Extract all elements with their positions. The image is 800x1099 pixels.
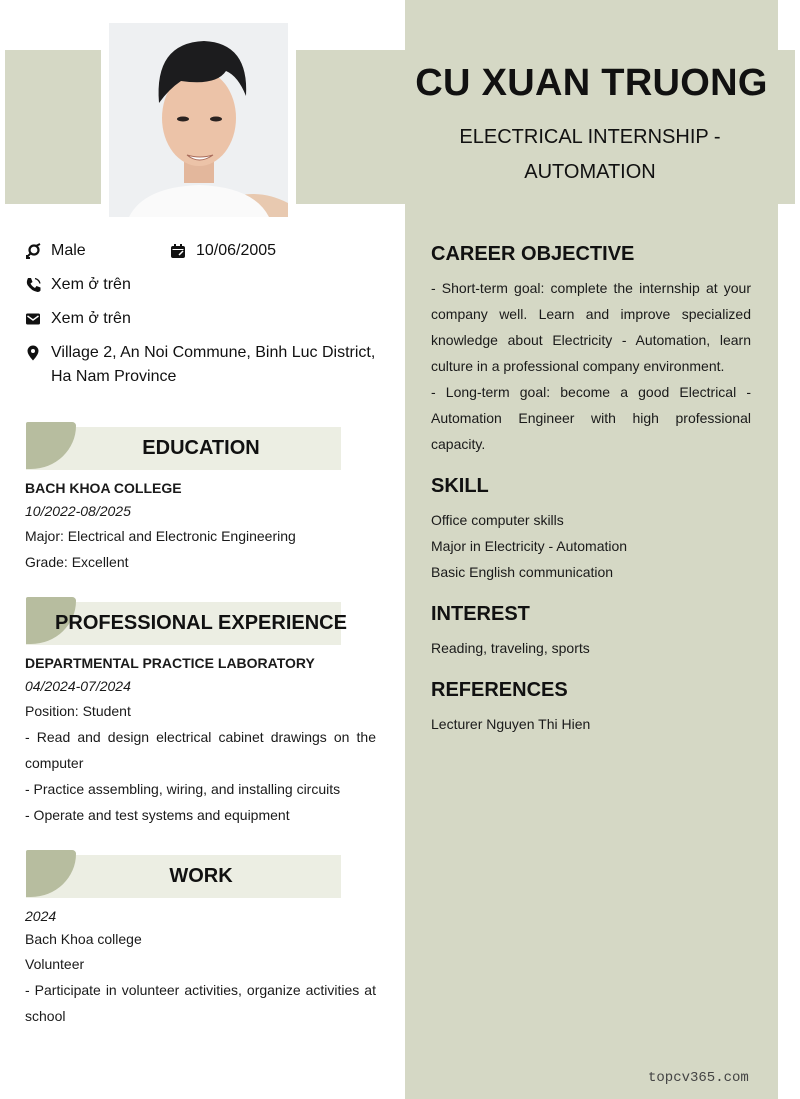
envelope-icon bbox=[25, 307, 43, 331]
skill-item: Office computer skills bbox=[431, 512, 564, 528]
job-title bbox=[440, 120, 740, 190]
interest-text: Reading, traveling, sports bbox=[431, 640, 590, 656]
work-role: Volunteer bbox=[25, 956, 85, 972]
experience-period: 04/2024-07/2024 bbox=[25, 678, 131, 694]
avatar-photo-icon bbox=[109, 23, 288, 217]
phone-icon bbox=[25, 273, 43, 297]
address-row bbox=[25, 341, 375, 389]
header-band-left bbox=[5, 50, 101, 204]
birthday-value: 10/06/2005 bbox=[196, 242, 277, 259]
gender-value: Male bbox=[51, 242, 86, 259]
job-title-line-2: AUTOMATION bbox=[524, 161, 656, 183]
references-text: Lecturer Nguyen Thi Hien bbox=[431, 716, 591, 732]
experience-org: DEPARTMENTAL PRACTICE LABORATORY bbox=[25, 655, 315, 671]
skill-heading: SKILL bbox=[431, 475, 489, 497]
avatar bbox=[109, 23, 288, 217]
experience-position: Position: Student bbox=[25, 703, 131, 719]
skill-item: Major in Electricity - Automation bbox=[431, 538, 628, 554]
watermark: topcv365.com bbox=[648, 1070, 749, 1086]
experience-heading-label: PROFESSIONAL EXPERIENCE bbox=[55, 612, 347, 634]
address-line-1: Village 2, An Noi Commune, Binh Luc District, bbox=[51, 344, 376, 361]
work-desc: - Participate in volunteer activities, organize activities at school bbox=[25, 982, 376, 1024]
education-major: Major: Electrical and Electronic Engineering bbox=[25, 528, 296, 544]
interest-heading: INTEREST bbox=[431, 603, 530, 625]
work-year: 2024 bbox=[25, 908, 57, 924]
email-value: Xem ở trên bbox=[51, 310, 131, 327]
phone-value: Xem ở trên bbox=[51, 276, 131, 293]
address-value bbox=[51, 341, 375, 389]
candidate-name: CU XUAN TRUONG bbox=[415, 62, 768, 104]
references-heading: REFERENCES bbox=[431, 679, 568, 701]
objective-short: - Short-term goal: complete the internship at your company well. Learn and improve specialized knowledge about Electricity - Automation, learn culture in a professional company environment. bbox=[431, 280, 751, 374]
birthday-row bbox=[170, 239, 276, 263]
gender-row bbox=[25, 239, 86, 263]
calendar-icon bbox=[170, 239, 188, 263]
skill-item: Basic English communication bbox=[431, 564, 614, 580]
education-heading-label: EDUCATION bbox=[142, 437, 260, 459]
work-heading bbox=[26, 850, 341, 898]
experience-item: - Read and design electrical cabinet drawings on the computer bbox=[25, 729, 376, 771]
education-grade: Grade: Excellent bbox=[25, 554, 129, 570]
address-line-2: Ha Nam Province bbox=[51, 368, 177, 385]
phone-row bbox=[25, 273, 131, 297]
objective-long: - Long-term goal: become a good Electrical - Automation Engineer with high professional capacity. bbox=[431, 384, 751, 452]
education-period: 10/2022-08/2025 bbox=[25, 503, 131, 519]
work-org: Bach Khoa college bbox=[25, 931, 142, 947]
gender-icon bbox=[25, 239, 43, 263]
email-row bbox=[25, 307, 131, 331]
experience-heading bbox=[26, 597, 347, 645]
experience-item: - Operate and test systems and equipment bbox=[25, 807, 290, 823]
education-school: BACH KHOA COLLEGE bbox=[25, 480, 182, 496]
experience-item: - Practice assembling, wiring, and installing circuits bbox=[25, 781, 341, 797]
education-heading bbox=[26, 422, 341, 470]
job-title-line-1: ELECTRICAL INTERNSHIP - bbox=[459, 126, 721, 148]
work-heading-label: WORK bbox=[169, 865, 233, 887]
objective-heading: CAREER OBJECTIVE bbox=[431, 243, 635, 265]
map-pin-icon bbox=[25, 341, 43, 365]
